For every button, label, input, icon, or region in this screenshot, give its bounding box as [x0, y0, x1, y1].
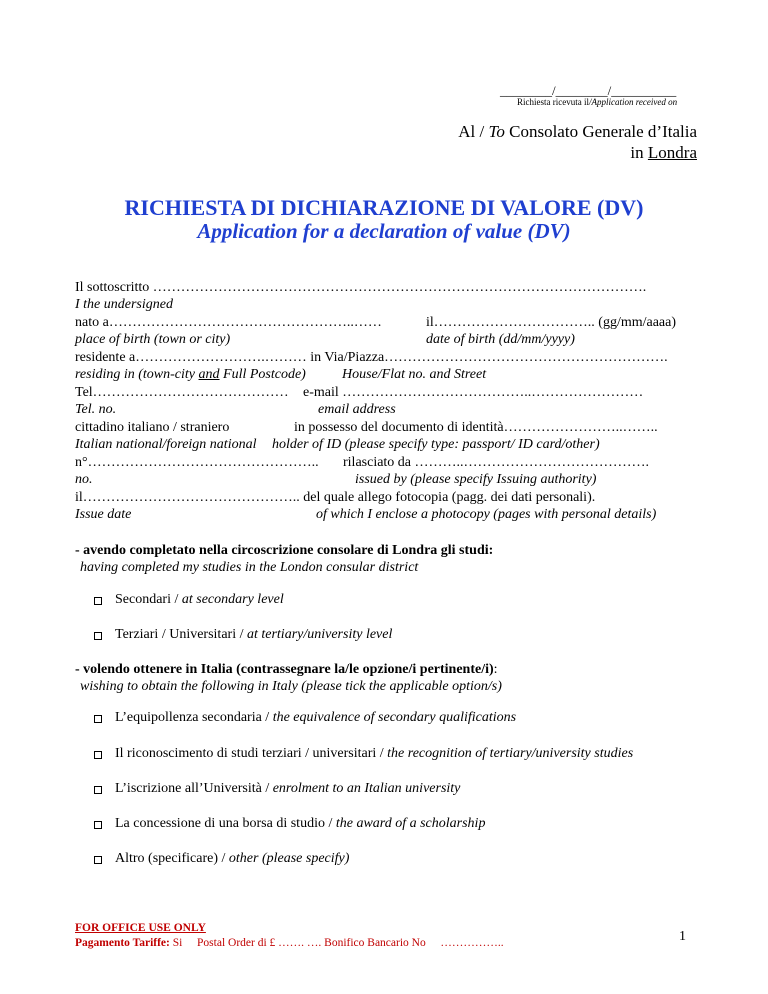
option-enrolment-it: L’iscrizione all’Università / [115, 781, 273, 796]
page-number: 1 [679, 929, 686, 944]
received-label-en: /Application received on [588, 97, 678, 107]
birthdate-label: date of birth (dd/mm/yyyy) [426, 332, 575, 347]
option-tertiary-en: at tertiary/university level [246, 627, 393, 642]
option-equivalence-it: L’equipollenza secondaria / [115, 710, 273, 725]
id-document-field[interactable]: in possesso del documento di identità……………………..…….. [294, 420, 658, 435]
residence-label-and: and [198, 367, 220, 382]
issue-date-field[interactable]: il……………………………………….. del quale allego fotocopia (pagg. dei dati personali). [75, 490, 596, 505]
email-field[interactable]: e-mail …………………………………..…………………… [303, 385, 644, 400]
option-recognition-en: the recognition of tertiary/university studies [387, 746, 634, 761]
payment-label: Pagamento Tariffe: [75, 937, 173, 949]
scholarship-checkbox[interactable] [94, 821, 102, 829]
id-number-label: no. [75, 472, 93, 487]
option-tertiary-it: Terziari / Universitari / [115, 627, 247, 642]
payment-options: Si Postal Order di £ ……. …. Bonifico Bancario No …………….. [172, 937, 481, 949]
residence-label [75, 367, 306, 383]
nationality-label: Italian national/foreign national [75, 437, 257, 452]
studies-heading: - avendo completato nella circoscrizione consolare di Londra gli studi: [75, 543, 494, 558]
page-subtitle: Application for a declaration of value (DV) [197, 219, 571, 243]
addressee-al: Al / [458, 122, 489, 141]
addressee-city-line [630, 143, 697, 163]
street-label: House/Flat no. and Street [342, 367, 487, 382]
obtain-heading-text: - volendo ottenere in Italia (contrassegnare la/le opzione/i pertinente/i) [75, 662, 494, 677]
tertiary-checkbox[interactable] [94, 632, 102, 640]
nationality-field[interactable]: cittadino italiano / straniero [75, 420, 230, 435]
id-number-field[interactable]: n°………………………………………….. [75, 455, 319, 470]
option-recognition-it: Il riconoscimento di studi terziari / universitari / [115, 746, 388, 761]
option-tertiary [115, 627, 392, 643]
residence-label-b: Full Postcode) [219, 367, 306, 382]
equivalence-checkbox[interactable] [94, 715, 102, 723]
birthplace-label: place of birth (town or city) [75, 332, 231, 347]
option-secondary-en: at secondary level [181, 592, 284, 607]
issue-date-label: Issue date [75, 507, 132, 522]
option-other [115, 851, 349, 867]
addressee-to: To [488, 122, 505, 141]
photocopy-label: of which I enclose a photocopy (pages with personal details) [316, 507, 657, 522]
option-enrolment [115, 781, 460, 797]
obtain-subheading: wishing to obtain the following in Italy (please tick the applicable option/s) [80, 679, 502, 694]
undersigned-label: I the undersigned [75, 297, 173, 312]
option-scholarship [115, 816, 485, 832]
option-equivalence [115, 710, 516, 726]
telephone-field[interactable]: Tel…………………………………… [75, 385, 289, 400]
option-scholarship-en: the award of a scholarship [335, 816, 486, 831]
issued-by-field[interactable]: rilasciato da ………..…………………………………. [343, 455, 650, 470]
obtain-heading-colon: : [493, 662, 498, 677]
received-date-line: ________/________/__________ [500, 83, 677, 98]
addressee-line [458, 122, 697, 142]
birthdate-field[interactable]: il…………………………….. (gg/mm/aaaa) [426, 315, 677, 330]
option-other-it: Altro (specificare) / [115, 851, 229, 866]
option-secondary [115, 592, 284, 608]
option-scholarship-it: La concessione di una borsa di studio / [115, 816, 336, 831]
residence-label-a: residing in (town-city [75, 367, 199, 382]
office-use-title: FOR OFFICE USE ONLY [75, 922, 206, 934]
email-label: email address [318, 402, 396, 417]
addressee-in: in [630, 143, 648, 162]
recognition-checkbox[interactable] [94, 751, 102, 759]
payment-line [75, 937, 504, 949]
undersigned-field[interactable]: Il sottoscritto ……………………………………………………………………………………………. [75, 280, 647, 295]
birthplace-field[interactable]: nato a……………………………………………..…… [75, 315, 382, 330]
issued-by-label: issued by (please specify Issuing authority) [355, 472, 597, 487]
other-checkbox[interactable] [94, 856, 102, 864]
addressee-consulate: Consolato Generale d’Italia [504, 122, 697, 141]
option-secondary-it: Secondari / [115, 592, 182, 607]
option-enrolment-en: enrolment to an Italian university [272, 781, 461, 796]
received-label [517, 97, 677, 107]
page-title: RICHIESTA DI DICHIARAZIONE DI VALORE (DV) [124, 195, 644, 220]
addressee-city: Londra [647, 143, 697, 162]
residence-field[interactable]: residente a……………………….……… in Via/Piazza……………………………………………………. [75, 350, 668, 365]
enrolment-checkbox[interactable] [94, 786, 102, 794]
option-recognition [115, 746, 633, 762]
studies-subheading: having completed my studies in the London consular district [80, 560, 419, 575]
option-equivalence-en: the equivalence of secondary qualifications [272, 710, 517, 725]
telephone-label: Tel. no. [75, 402, 117, 417]
secondary-checkbox[interactable] [94, 597, 102, 605]
option-other-en: other (please specify) [228, 851, 350, 866]
received-label-it: Richiesta ricevuta il [517, 97, 589, 107]
obtain-heading [75, 662, 498, 678]
id-document-label: holder of ID (please specify type: passport/ ID card/other) [272, 437, 600, 452]
